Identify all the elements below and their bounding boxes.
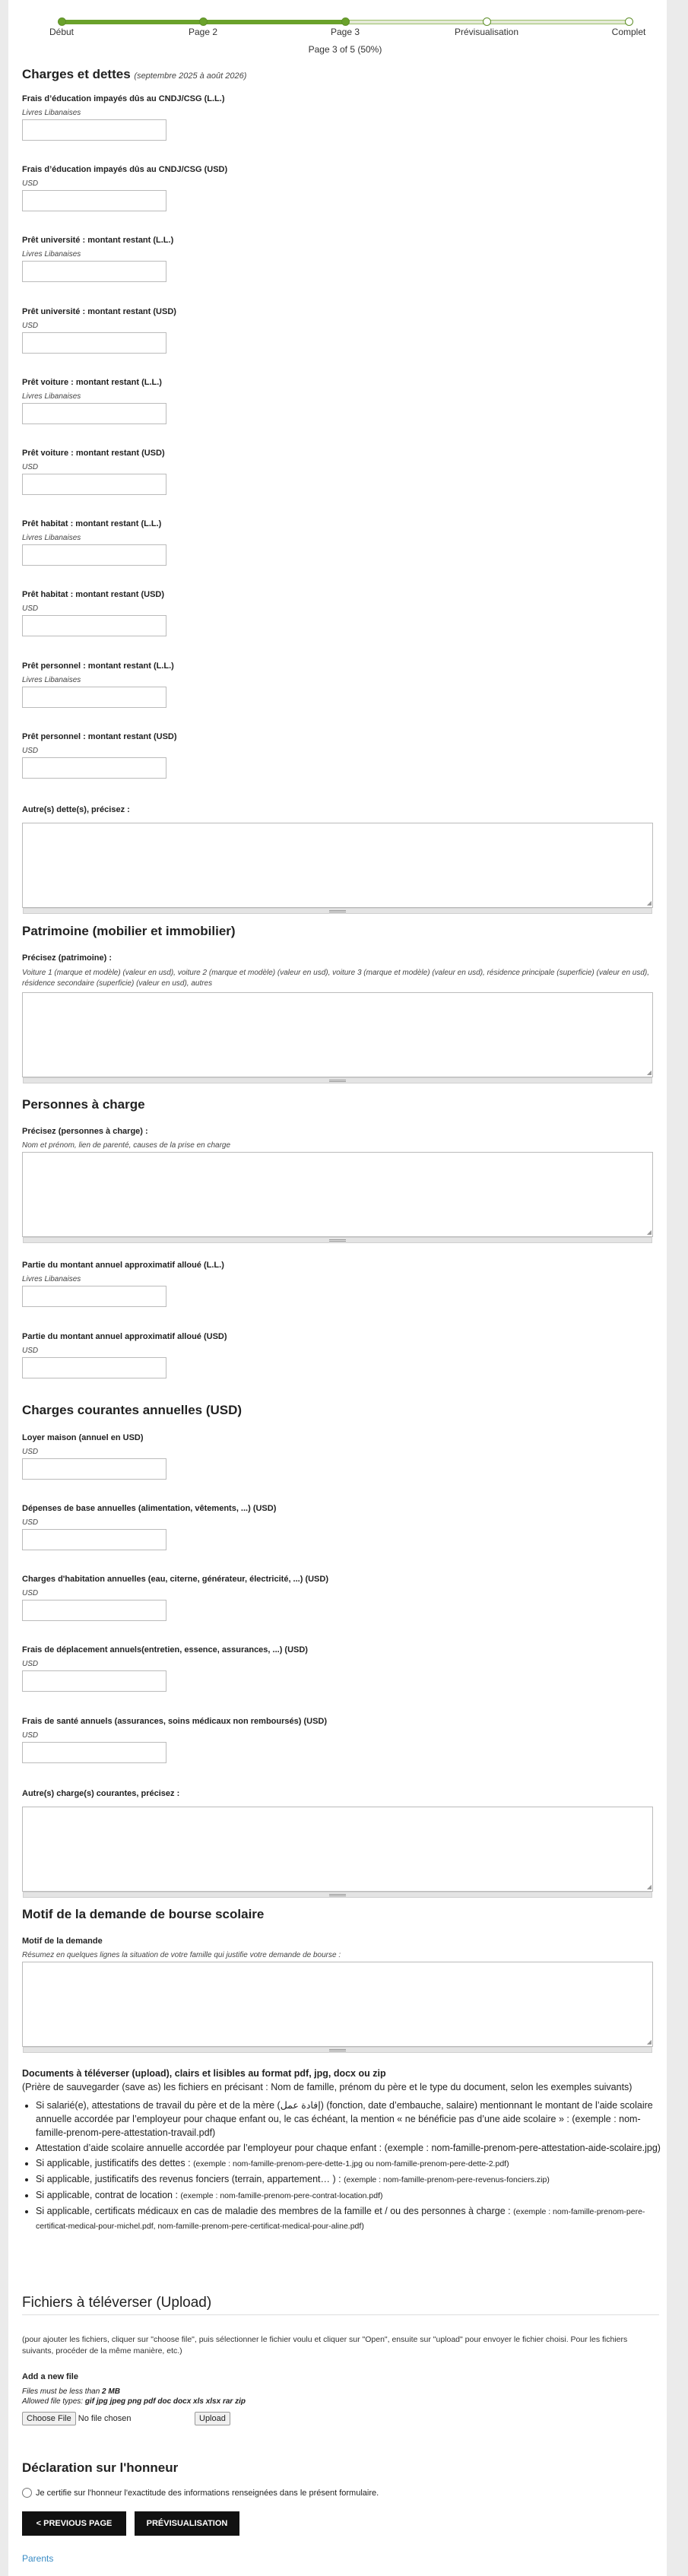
field-label: Charges d'habitation annuelles (eau, citerne, générateur, électricité, ...) (USD) <box>22 1575 328 1584</box>
field-charges-habitation <box>22 1575 328 1621</box>
text-input[interactable] <box>22 1529 166 1550</box>
field-pret-univ-ll <box>22 236 173 282</box>
field-pret-habitat-usd <box>22 590 166 636</box>
field-label: Prêt voiture : montant restant (L.L.) <box>22 378 162 387</box>
field-description: Livres Libanaises <box>22 676 81 684</box>
progress-step-dot <box>58 17 66 26</box>
section-title-courantes: Charges courantes annuelles (USD) <box>22 1403 243 1417</box>
list-item-text: Si applicable, justificatifs des dettes : <box>36 2158 191 2168</box>
field-description: USD <box>22 1518 39 1527</box>
resize-grip[interactable] <box>23 1237 652 1243</box>
field-frais-sante <box>22 1717 327 1763</box>
list-item-example: (exemple : nom-famille-prenom-pere-contrat-location.pdf) <box>180 2191 383 2200</box>
section-title-declaration: Déclaration sur l'honneur <box>22 2460 179 2475</box>
text-input[interactable] <box>22 615 166 636</box>
text-input[interactable] <box>22 190 166 211</box>
progress-step-dot <box>483 17 491 26</box>
progress-step-dot <box>199 17 208 26</box>
field-description: USD <box>22 604 39 613</box>
file-size-prefix: Files must be less than <box>22 2387 103 2396</box>
add-file-label: Add a new file <box>22 2372 78 2381</box>
progress-step-label: Début <box>49 27 75 37</box>
previous-page-button[interactable]: < PREVIOUS PAGE <box>22 2511 126 2536</box>
section-title-charges <box>22 67 246 82</box>
file-types-prefix: Allowed file types: <box>22 2397 85 2406</box>
field-pret-perso-usd <box>22 732 177 779</box>
declaration-label: Je certifie sur l'honneur l'exactitude des informations renseignées dans le présent formulaire. <box>36 2488 379 2498</box>
declaration-row <box>22 2488 379 2498</box>
field-autres-dettes <box>22 805 653 908</box>
field-description: USD <box>22 1660 39 1668</box>
field-label: Prêt université : montant restant (L.L.) <box>22 236 174 245</box>
section-title-text: Charges et dettes <box>22 67 131 81</box>
field-description: Livres Libanaises <box>22 109 81 117</box>
no-file-text: No file chosen <box>78 2414 132 2423</box>
field-label: Précisez (personnes à charge) : <box>22 1127 148 1136</box>
text-input[interactable] <box>22 261 166 282</box>
list-item <box>36 2188 661 2203</box>
documents-heading: Documents à téléverser (upload), clairs et lisibles au format pdf, jpg, docx ou zip <box>22 2068 386 2079</box>
field-description: USD <box>22 1589 39 1597</box>
file-size-note <box>22 2387 120 2396</box>
field-label: Prêt personnel : montant restant (L.L.) <box>22 661 174 671</box>
field-label: Prêt université : montant restant (USD) <box>22 307 176 316</box>
section-title-patrimoine: Patrimoine (mobilier et immobilier) <box>22 924 236 938</box>
field-label: Prêt habitat : montant restant (USD) <box>22 590 165 599</box>
list-item <box>36 2141 661 2155</box>
resize-grip[interactable] <box>23 1892 652 1898</box>
text-input[interactable] <box>22 119 166 141</box>
field-description: Livres Libanaises <box>22 534 81 542</box>
field-frais-ll <box>22 94 225 141</box>
field-label: Loyer maison (annuel en USD) <box>22 1433 144 1442</box>
resize-grip[interactable] <box>23 2047 652 2053</box>
field-description: Livres Libanaises <box>22 250 81 259</box>
list-item-text: Si applicable, certificats médicaux en cas de maladie des membres de la famille et / ou des personnes à charge : <box>36 2206 511 2216</box>
field-pret-univ-usd <box>22 307 176 354</box>
field-description: Voiture 1 (marque et modèle) (valeur en usd), voiture 2 (marque et modèle) (valeur en usd), voiture 3 (marque et modèle) (valeur en usd), résidence principale (superficie) (valeur en usd), résidence secondaire (superficie) (valeur en usd), autres <box>22 969 650 988</box>
textarea-personnes[interactable] <box>22 1152 653 1237</box>
field-label: Autre(s) charge(s) courantes, précisez : <box>22 1789 180 1798</box>
documents-instructions <box>22 2067 661 2235</box>
progress-step-dot <box>341 17 350 26</box>
file-size-value: 2 MB <box>102 2387 120 2396</box>
field-description: Livres Libanaises <box>22 392 81 401</box>
form-content <box>22 0 661 2564</box>
field-description: Livres Libanaises <box>22 1275 81 1283</box>
list-item-text: Si applicable, contrat de location : <box>36 2190 178 2200</box>
field-label: Prêt voiture : montant restant (USD) <box>22 449 165 458</box>
field-label: Frais de déplacement annuels(entretien, essence, assurances, ...) (USD) <box>22 1645 308 1654</box>
text-input[interactable] <box>22 1600 166 1621</box>
field-description: USD <box>22 1448 39 1456</box>
page <box>8 0 667 2576</box>
list-item <box>36 2099 661 2140</box>
section-subtitle: (septembre 2025 à août 2026) <box>134 71 247 81</box>
field-label: Frais d’éducation impayés dûs au CNDJ/CSG (USD) <box>22 165 228 174</box>
field-description: USD <box>22 1347 39 1355</box>
list-item <box>36 2156 661 2171</box>
field-label: Motif de la demande <box>22 1937 103 1946</box>
section-title-personnes: Personnes à charge <box>22 1097 145 1112</box>
field-description: USD <box>22 179 39 188</box>
preview-button[interactable]: PRÉVISUALISATION <box>135 2511 239 2536</box>
upload-title: Fichiers à téléverser (Upload) <box>22 2295 659 2315</box>
field-personnes <box>22 1127 653 1237</box>
field-label: Autre(s) dette(s), précisez : <box>22 805 130 814</box>
upload-button[interactable]: Upload <box>195 2412 230 2425</box>
progress-step-label: Complet <box>611 27 646 37</box>
list-item-example: (exemple : nom-famille-prenom-pere-dette-1.jpg ou nom-famille-prenom-pere-dette-2.pdf) <box>193 2159 509 2168</box>
field-motif <box>22 1937 653 2047</box>
progress-step-dot <box>625 17 633 26</box>
text-input[interactable] <box>22 332 166 354</box>
field-autres-charges <box>22 1789 653 1892</box>
declaration-checkbox[interactable] <box>22 2488 32 2498</box>
field-montant-alloue-ll <box>22 1261 224 1307</box>
resize-grip[interactable] <box>23 908 652 914</box>
list-item <box>36 2204 661 2233</box>
progress-step-label: Page 2 <box>188 27 218 37</box>
resize-corner: ◢ <box>646 1883 652 1890</box>
upload-instructions: (pour ajouter les fichiers, cliquer sur "choose file", puis sélectionner le fichier voulu et cliquer sur "Open", ensuite sur "upload" pour envoyer le fichier choisi. Pour les fichiers suivants, procéder de la même manière, etc.) <box>22 2335 628 2356</box>
parents-link[interactable]: Parents <box>22 2553 54 2564</box>
text-input[interactable] <box>22 1742 166 1763</box>
progress-step-label: Page 3 <box>330 27 360 37</box>
textarea-autres-charges[interactable] <box>22 1807 653 1892</box>
progress-bar <box>22 0 659 55</box>
list-item-example: (exemple : nom-famille-prenom-pere-revenus-fonciers.zip) <box>344 2175 550 2184</box>
field-patrimoine <box>22 953 653 1077</box>
field-label: Partie du montant annuel approximatif alloué (USD) <box>22 1332 227 1341</box>
field-description: USD <box>22 322 39 330</box>
field-description: Nom et prénom, lien de parenté, causes de la prise en charge <box>22 1141 231 1150</box>
field-label: Frais d’éducation impayés dûs au CNDJ/CSG (L.L.) <box>22 94 225 103</box>
list-item-text: Si salarié(e), attestations de travail du père et de la mère (إفادة عمل) (fonction, date d’embauche, salaire) mentionnant le montant de l’aide scolaire annuelle accordée par l’employeur pour chaque enfant ou, le cas échéant, la mention « ne bénéficie pas d’une aide scolaire » : (exemple : nom-famille-prenom-pere-attestation-travail.pdf) <box>36 2100 653 2138</box>
text-input[interactable] <box>22 1458 166 1480</box>
list-item-example: (exemple : nom-famille-prenom-pere-certificat-medical-pour-michel.pdf, nom-famille-prenom-pere-certificat-medical-pour-aline.pdf) <box>36 2207 645 2231</box>
list-item <box>36 2172 661 2187</box>
field-pret-perso-ll <box>22 661 174 708</box>
field-label: Précisez (patrimoine) : <box>22 953 112 963</box>
resize-grip[interactable] <box>23 1077 652 1083</box>
field-label: Dépenses de base annuelles (alimentation, vêtements, ...) (USD) <box>22 1504 277 1513</box>
text-input[interactable] <box>22 687 166 708</box>
documents-list <box>22 2099 661 2233</box>
list-item-text: Attestation d’aide scolaire annuelle accordée par l’employeur pour chaque enfant : (exemple : nom-famille-prenom-pere-attestation-aide-scolaire.jpg) <box>36 2143 661 2153</box>
field-pret-voiture-ll <box>22 378 166 424</box>
textarea-patrimoine[interactable] <box>22 992 653 1077</box>
field-description: USD <box>22 463 39 471</box>
field-loyer <box>22 1433 166 1480</box>
file-types-value: gif jpg jpeg png pdf doc docx xls xlsx rar zip <box>84 2397 246 2406</box>
resize-corner: ◢ <box>646 1069 652 1076</box>
text-input[interactable] <box>22 544 166 566</box>
resize-corner: ◢ <box>646 2038 652 2045</box>
field-label: Partie du montant annuel approximatif alloué (L.L.) <box>22 1261 224 1270</box>
documents-intro: (Prière de sauvegarder (save as) les fichiers en précisant : Nom de famille, prénom du père et le type du document, selon les exemples suivants) <box>22 2082 633 2092</box>
field-depenses-base <box>22 1504 276 1550</box>
list-item-text: Si applicable, justificatifs des revenus fonciers (terrain, appartement… ) : <box>36 2174 341 2184</box>
choose-file-button[interactable]: Choose File <box>22 2412 76 2425</box>
textarea-autres-dettes[interactable] <box>22 823 653 908</box>
field-label: Frais de santé annuels (assurances, soins médicaux non remboursés) (USD) <box>22 1717 328 1726</box>
progress-count: Page 3 of 5 (50%) <box>308 44 382 55</box>
text-input[interactable] <box>22 474 166 495</box>
text-input[interactable] <box>22 757 166 779</box>
text-input[interactable] <box>22 1286 166 1307</box>
field-frais-deplacement <box>22 1645 308 1692</box>
file-picker <box>22 2412 131 2425</box>
text-input[interactable] <box>22 1357 166 1378</box>
resize-corner: ◢ <box>646 1229 652 1236</box>
field-label: Prêt habitat : montant restant (L.L.) <box>22 519 162 528</box>
text-input[interactable] <box>22 403 166 424</box>
field-description: Résumez en quelques lignes la situation de votre famille qui justifie votre demande de bourse : <box>22 1951 341 1959</box>
field-pret-voiture-usd <box>22 449 166 495</box>
field-pret-habitat-ll <box>22 519 166 566</box>
file-types-note <box>22 2397 246 2406</box>
resize-corner: ◢ <box>646 899 652 906</box>
textarea-motif[interactable] <box>22 1962 653 2047</box>
progress-step-label: Prévisualisation <box>454 27 519 37</box>
field-label: Prêt personnel : montant restant (USD) <box>22 732 177 741</box>
field-description: USD <box>22 747 39 755</box>
field-frais-usd <box>22 165 227 211</box>
section-title-motif: Motif de la demande de bourse scolaire <box>22 1907 265 1921</box>
field-description: USD <box>22 1731 39 1740</box>
field-montant-alloue-usd <box>22 1332 227 1378</box>
text-input[interactable] <box>22 1670 166 1692</box>
